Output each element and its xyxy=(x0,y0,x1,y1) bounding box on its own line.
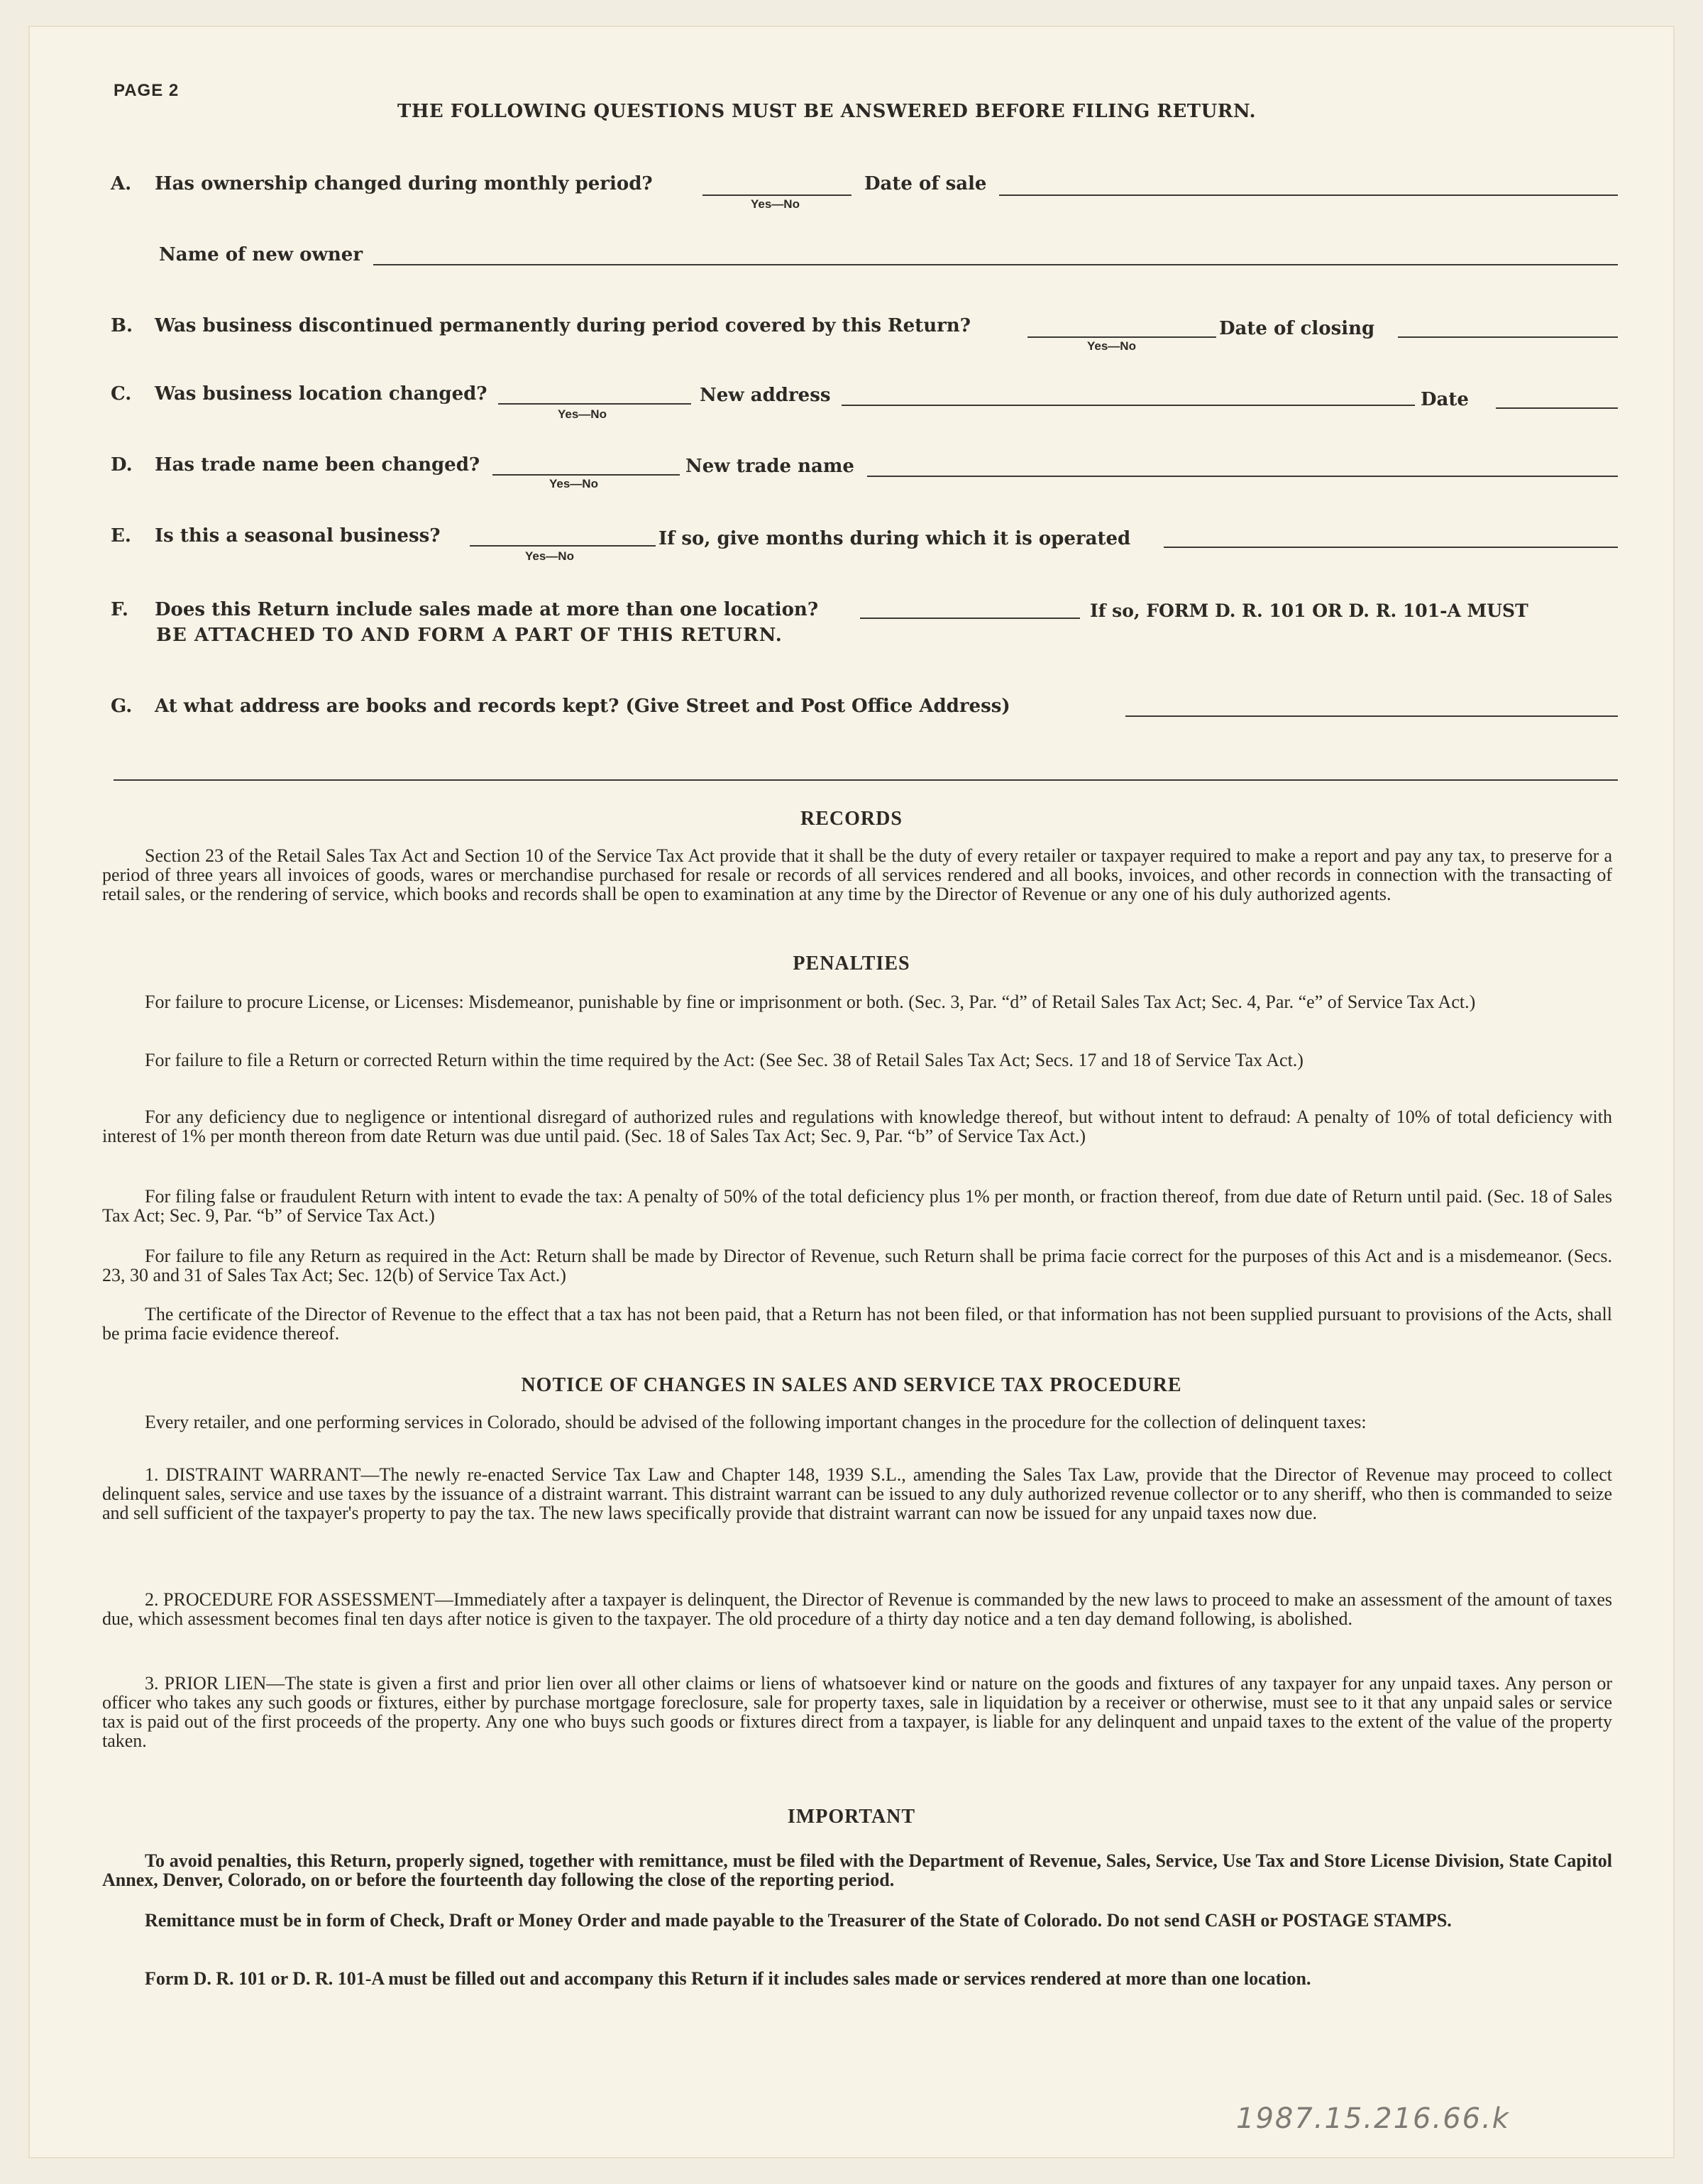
important-title: IMPORTANT xyxy=(787,1806,916,1828)
new-address-field[interactable] xyxy=(842,405,1415,406)
books-address-field[interactable] xyxy=(1125,715,1618,717)
important-item: To avoid penalties, this Return, properly signed, together with remittance, must be filed with the Department of Revenue, Sales, Service, Use Tax and Store License Division, State Capitol Annex, Denver, Colorado, on or before the fourteenth day following the close of the reporting period. xyxy=(102,1850,1612,1890)
question-e xyxy=(111,525,440,547)
new-trade-name-label: New trade name xyxy=(685,456,854,477)
yes-no-hint: Yes—No xyxy=(525,549,574,563)
notice-title: NOTICE OF CHANGES IN SALES AND SERVICE TAX PROCEDURE xyxy=(521,1374,1182,1396)
ownership-changed-field[interactable] xyxy=(702,194,852,196)
form-page xyxy=(28,26,1675,2158)
question-a xyxy=(111,173,653,194)
months-operated-label: If so, give months during which it is operated xyxy=(658,528,1131,549)
question-text: Was business discontinued permanently during period covered by this Return? xyxy=(155,315,971,336)
date-of-sale-label: Date of sale xyxy=(864,173,987,194)
records-title: RECORDS xyxy=(800,808,903,830)
trade-name-changed-field[interactable] xyxy=(492,474,680,476)
penalty-item: The certificate of the Director of Revenue to the effect that a tax has not been paid, that a Return has not been filed, or that information has not been supplied pursuant to provisions of the Acts, shall be prima facie evidence thereof. xyxy=(102,1304,1612,1344)
yes-no-hint: Yes—No xyxy=(549,477,598,490)
date-of-closing-field[interactable] xyxy=(1398,336,1618,338)
yes-no-hint: Yes—No xyxy=(1087,339,1136,353)
question-letter: A. xyxy=(111,173,132,194)
penalty-item: For any deficiency due to negligence or intentional disregard of authorized rules and regulations with knowledge thereof, but without intent to defraud: A penalty of 10% of total deficiency with interest of 1% per month thereon from date Return was due until paid. (Sec. 18 of Sales Tax Act; Sec. 9, Par. “b” of Service Tax Act.) xyxy=(102,1107,1612,1146)
seasonal-business-field[interactable] xyxy=(470,545,656,547)
penalty-item: For failure to procure License, or Licenses: Misdemeanor, punishable by fine or imprisonment or both. (Sec. 3, Par. “d” of Retail Sales Tax Act; Sec. 4, Par. “e” of Service Tax Act.) xyxy=(145,992,1476,1012)
form-heading: THE FOLLOWING QUESTIONS MUST BE ANSWERED BEFORE FILING RETURN. xyxy=(397,101,1257,122)
new-owner-field[interactable] xyxy=(373,264,1618,265)
question-f xyxy=(111,599,818,620)
months-operated-field[interactable] xyxy=(1164,547,1618,548)
date-label: Date xyxy=(1421,389,1469,410)
date-field[interactable] xyxy=(1496,407,1618,409)
question-text: Does this Return include sales made at more than one location? xyxy=(155,599,819,620)
important-item: Form D. R. 101 or D. R. 101-A must be filled out and accompany this Return if it includes sales made or services rendered at more than one location. xyxy=(145,1968,1311,1989)
page-label: PAGE 2 xyxy=(114,81,180,100)
notice-item: 2. PROCEDURE FOR ASSESSMENT—Immediately after a taxpayer is delinquent, the Director of Revenue is commanded by the new laws to proceed to make an assessment of the amount of taxes due, which assessment becomes final ten days after notice is given to the taxpayer. The old procedure of a thirty day notice and a ten day demand following, is abolished. xyxy=(102,1589,1612,1629)
date-of-closing-label: Date of closing xyxy=(1219,318,1375,339)
question-b xyxy=(111,315,971,336)
new-address-label: New address xyxy=(700,385,831,406)
question-letter: C. xyxy=(111,383,132,405)
new-owner-label: Name of new owner xyxy=(159,244,363,265)
notice-item: 1. DISTRAINT WARRANT—The newly re-enacted Service Tax Law and Chapter 148, 1939 S.L., amending the Sales Tax Law, provide that the Director of Revenue may proceed to collect delinquent sales, service and use taxes by the issuance of a distraint warrant. This distraint warrant can be issued to any duly authorized revenue collector or to any sheriff, who then is commanded to seize and sell sufficient of the taxpayer's property to pay the tax. The new laws specifically provide that distraint warrant can now be issued for any unpaid taxes now due. xyxy=(102,1464,1612,1523)
date-of-sale-field[interactable] xyxy=(999,194,1618,196)
records-text: Section 23 of the Retail Sales Tax Act and Section 10 of the Service Tax Act provide that it shall be the duty of every retailer or taxpayer required to make a report and pay any tax, to preserve for a period of three years all invoices of goods, wares or merchandise purchased for resale or records of all services rendered and all books, invoices, and other records in connection with the transacting of retail sales, or the rendering of service, which books and records shall be open to examination at any time by the Director of Revenue or any one of his duly authorized agents. xyxy=(102,845,1612,904)
penalty-item: For failure to file a Return or corrected Return within the time required by the Act: (See Sec. 38 of Retail Sales Tax Act; Secs. 17 and 18 of Service Tax Act.) xyxy=(145,1050,1304,1070)
question-text: Has ownership changed during monthly period? xyxy=(155,173,653,194)
question-text: At what address are books and records kept? (Give Street and Post Office Address) xyxy=(155,696,1010,717)
question-letter: E. xyxy=(111,525,131,547)
penalties-title: PENALTIES xyxy=(793,953,910,975)
yes-no-hint: Yes—No xyxy=(751,197,800,211)
question-letter: F. xyxy=(111,599,128,620)
question-text: Has trade name been changed? xyxy=(155,454,480,476)
question-c xyxy=(111,383,487,405)
form-101-requirement-continued: BE ATTACHED TO AND FORM A PART OF THIS RETURN. xyxy=(156,625,783,646)
important-item: Remittance must be in form of Check, Draft or Money Order and made payable to the Treasurer of the State of Colorado. Do not send CASH or POSTAGE STAMPS. xyxy=(145,1910,1452,1931)
notice-intro: Every retailer, and one performing services in Colorado, should be advised of the following important changes in the procedure for the collection of delinquent taxes: xyxy=(145,1412,1367,1432)
question-text: Is this a seasonal business? xyxy=(155,525,441,547)
question-letter: B. xyxy=(111,315,133,336)
accession-number: 1987.15.216.66.k xyxy=(1236,2102,1510,2135)
penalty-item: For filing false or fraudulent Return with intent to evade the tax: A penalty of 50% of the total deficiency plus 1% per month, or fraction thereof, from due date of Return until paid. (Sec. 18 of Sales Tax Act; Sec. 9, Par. “b” of Service Tax Act.) xyxy=(102,1186,1612,1226)
new-trade-name-field[interactable] xyxy=(867,476,1618,477)
question-g xyxy=(111,696,1010,717)
location-changed-field[interactable] xyxy=(498,403,691,405)
question-letter: D. xyxy=(111,454,133,476)
notice-item: 3. PRIOR LIEN—The state is given a first and prior lien over all other claims or liens of whatsoever kind or nature on the goods and fixtures of any taxpayer for any unpaid taxes. Any person or officer who takes any such goods or fixtures, either by purchase mortgage foreclosure, sale for property taxes, sale in liquidation by a receiver or otherwise, must see to it that any unpaid sales or service tax is paid out of the first proceeds of the property. Any one who buys such goods or fixtures direct from a taxpayer, is liable for any delinquent and unpaid taxes to the extent of the value of the property taken. xyxy=(102,1673,1612,1751)
form-101-requirement: If so, FORM D. R. 101 OR D. R. 101-A MUST xyxy=(1090,600,1528,621)
penalty-item: For failure to file any Return as required in the Act: Return shall be made by Director of Revenue, such Return shall be prima facie correct for the purposes of this Act and is a misdemeanor. (Secs. 23, 30 and 31 of Sales Tax Act; Sec. 12(b) of Service Tax Act.) xyxy=(102,1246,1612,1285)
multiple-locations-field[interactable] xyxy=(860,618,1080,619)
question-text: Was business location changed? xyxy=(155,383,487,405)
business-discontinued-field[interactable] xyxy=(1027,336,1216,338)
books-address-field-line2[interactable] xyxy=(114,779,1618,781)
yes-no-hint: Yes—No xyxy=(558,407,607,421)
question-letter: G. xyxy=(111,696,133,717)
question-d xyxy=(111,454,480,476)
